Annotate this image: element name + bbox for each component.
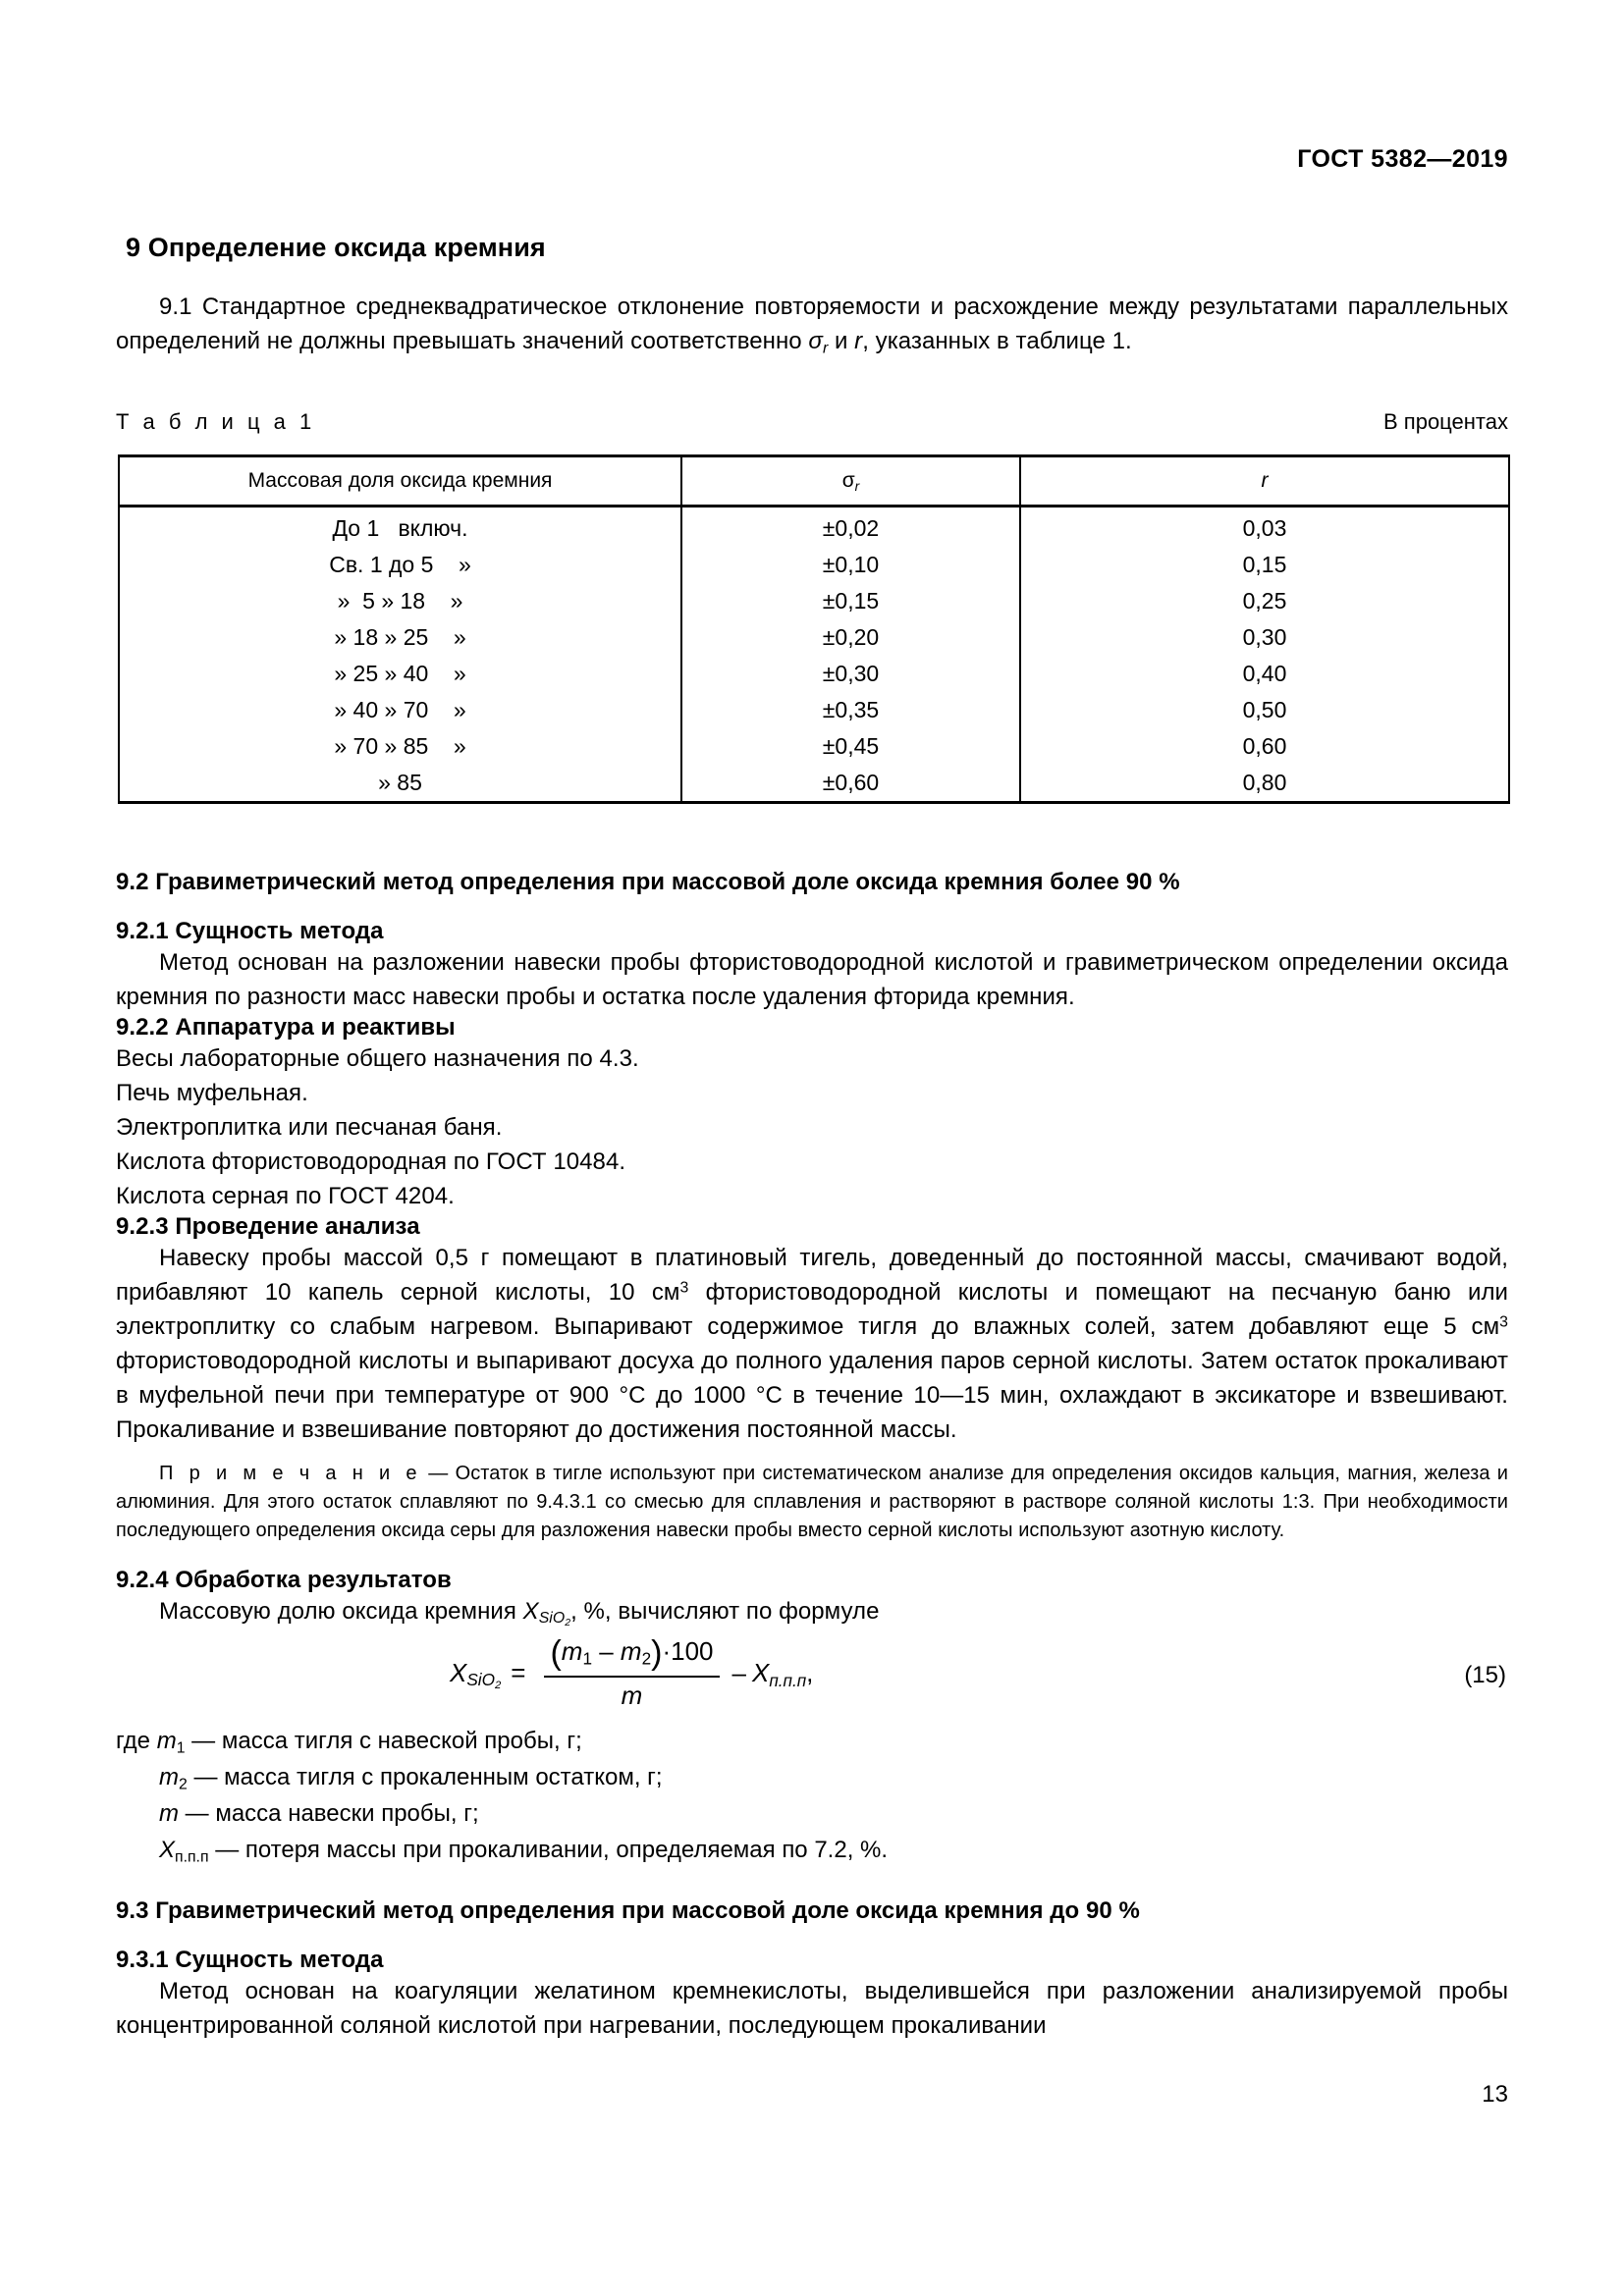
table-row: [119, 583, 1509, 619]
paragraph-9-1: 9.1 Стандартное среднеквадратическое отклонение повторяемости и расхождение между результатами параллельных определений не должны превышать значений соответственно $\sigma_r$ и r, указанных в таблице 1.: [116, 294, 1508, 357]
where-definition-m1: где $m_1$ — масса тигля с навеской пробы, г;: [116, 1728, 582, 1757]
definition-text: — потеря массы при прокаливании, определяемая по 7.2, %.: [208, 1837, 889, 1863]
cell-sigma-r: ±0,10: [681, 547, 1020, 583]
cell-mass-fraction-range: [119, 507, 681, 548]
range-text: » 5 » 18 »: [337, 588, 463, 614]
definition-text: — масса навески пробы, г;: [179, 1800, 479, 1827]
where-label: где: [116, 1728, 157, 1754]
cell-mass-fraction-range: [119, 692, 681, 728]
formula-equals: =: [511, 1657, 526, 1687]
table-row: [119, 765, 1509, 803]
column-header-sigma-r: $\sigma_r$: [681, 456, 1020, 507]
table-1: [118, 454, 1510, 804]
table-row: [119, 619, 1509, 656]
table-caption: Т а б л и ц а 1: [116, 409, 316, 434]
apparatus-item: Электроплитка или песчаная баня.: [116, 1114, 503, 1141]
table-row: [119, 728, 1509, 765]
column-header-r: r: [1020, 456, 1509, 507]
table-1-wrapper: [118, 454, 1508, 804]
table-caption-row: [116, 409, 1508, 435]
formula-minus: –: [731, 1657, 746, 1687]
where-definition-m: m — масса навески пробы, г;: [159, 1800, 479, 1827]
cell-sigma-r: ±0,02: [681, 507, 1020, 548]
lead-text-b: , %, вычисляют по формуле: [570, 1598, 880, 1625]
cell-mass-fraction-range: [119, 583, 681, 619]
apparatus-item: Печь муфельная.: [116, 1080, 308, 1106]
paragraph-9-2-3: [116, 1241, 1508, 1447]
formula-rhs-term: $X_{п.п.п}$: [751, 1657, 807, 1690]
heading-9-2-1: 9.2.1 Сущность метода: [116, 918, 384, 944]
apparatus-item: Весы лабораторные общего назначения по 4.3.: [116, 1045, 639, 1072]
formula-lhs: $X_{SiO_2}$: [450, 1657, 502, 1692]
cell-r: 0,30: [1020, 619, 1509, 656]
range-text: Св. 1 до 5 »: [329, 552, 471, 577]
where-definition-x-ppp: $X_{п.п.п}$ — потеря массы при прокаливании, определяемая по 7.2, %.: [159, 1837, 889, 1866]
apparatus-item: Кислота фтористоводородная по ГОСТ 10484.: [116, 1148, 626, 1175]
page-number: 13: [1482, 2081, 1508, 2108]
cell-mass-fraction-range: [119, 547, 681, 583]
note-text: — Остаток в тигле используют при систематическом анализе для определения оксидов кальция, магния, железа и алюминия. Для этого остаток сплавляют по 9.4.3.1 со смесью для сплавления и растворяют в растворе соляной кислоты 1:3. При необходимости последующего определения оксида серы для разложения навески пробы вместо серной кислоты используют азотную кислоту.: [116, 1463, 1509, 1541]
range-text: » 18 » 25 »: [334, 624, 466, 650]
paragraph-9-2-1: Метод основан на разложении навески пробы фтористоводородной кислотой и гравиметрическом определении оксида кремния по разности масс навески пробы и остатка после удаления фторида кремния.: [116, 949, 1508, 1010]
cell-sigma-r: ±0,35: [681, 692, 1020, 728]
cell-mass-fraction-range: [119, 765, 681, 803]
range-text: » 85: [378, 770, 422, 795]
heading-9-2-4: 9.2.4 Обработка результатов: [116, 1567, 452, 1593]
note-block-9-2-3: [116, 1460, 1508, 1545]
heading-9-2-2: 9.2.2 Аппаратура и реактивы: [116, 1014, 456, 1041]
table-row: [119, 507, 1509, 548]
heading-9-3: 9.3 Гравиметрический метод определения при массовой доле оксида кремния до 90 %: [116, 1897, 1140, 1924]
table-row: [119, 656, 1509, 692]
cell-mass-fraction-range: [119, 656, 681, 692]
heading-9-2-3: 9.2.3 Проведение анализа: [116, 1213, 420, 1240]
formula-15: [450, 1634, 813, 1711]
cell-r: 0,60: [1020, 728, 1509, 765]
table-header-row: [119, 456, 1509, 507]
table-body: [119, 507, 1509, 803]
heading-9-3-1: 9.3.1 Сущность метода: [116, 1947, 384, 1973]
formula-denominator: m: [621, 1681, 643, 1710]
cell-mass-fraction-range: [119, 728, 681, 765]
procedure-text-b: фтористоводородной кислоты и помещают на песчаную баню или электроплитку со слабым нагревом. Выпаривают содержимое тигля до влажных солей, затем добавляют еще 5 см: [116, 1279, 1508, 1340]
superscript-cubic-b: 3: [1499, 1313, 1508, 1331]
apparatus-item: Кислота серная по ГОСТ 4204.: [116, 1183, 455, 1209]
formula-trailing-comma: ,: [806, 1657, 814, 1687]
formula-number-15: (15): [1464, 1662, 1506, 1688]
formula-fraction: [544, 1634, 719, 1711]
cell-sigma-r: ±0,30: [681, 656, 1020, 692]
table-units-label: В процентах: [1383, 409, 1508, 434]
formula-numerator: $(m_1 - m_2)\cdot 100$: [544, 1634, 719, 1678]
range-text: » 70 » 85 »: [334, 733, 466, 759]
table-row: [119, 692, 1509, 728]
cell-sigma-r: ±0,20: [681, 619, 1020, 656]
page-title: 9 Определение оксида кремния: [126, 233, 546, 262]
cell-mass-fraction-range: [119, 619, 681, 656]
cell-r: 0,03: [1020, 507, 1509, 548]
cell-r: 0,80: [1020, 765, 1509, 803]
cell-sigma-r: ±0,45: [681, 728, 1020, 765]
definition-text: — масса тигля с прокаленным остатком, г;: [187, 1764, 663, 1790]
cell-sigma-r: ±0,15: [681, 583, 1020, 619]
definition-text: — масса тигля с навеской пробы, г;: [185, 1728, 582, 1754]
superscript-cubic-a: 3: [679, 1279, 689, 1297]
where-definition-m2: $m_2$ — масса тигля с прокаленным остатком, г;: [159, 1764, 663, 1793]
formula-15-block: [116, 1629, 1508, 1723]
cell-r: 0,50: [1020, 692, 1509, 728]
heading-9-2: 9.2 Гравиметрический метод определения при массовой доле оксида кремния более 90 %: [116, 869, 1180, 895]
variable-x-sio2: $X_{SiO_2}$: [522, 1598, 571, 1629]
paragraph-9-2-4-lead: [116, 1594, 1508, 1629]
range-text: » 25 » 40 »: [334, 661, 466, 686]
cell-r: 0,25: [1020, 583, 1509, 619]
column-header-mass-fraction: Массовая доля оксида кремния: [119, 456, 681, 507]
range-text: До 1 включ.: [332, 515, 468, 541]
procedure-text-c: фтористоводородной кислоты и выпаривают досуха до полного удаления паров серной кислоты. Затем остаток прокаливают в муфельной печи при температуре от 900 °C до 1000 °C в течение 10—15 мин, охлаждают в эксикаторе и взвешивают. Прокаливание и взвешивание повторяют до достижения постоянной массы.: [116, 1348, 1508, 1443]
cell-sigma-r: ±0,60: [681, 765, 1020, 803]
range-text: » 40 » 70 »: [334, 697, 466, 722]
cell-r: 0,15: [1020, 547, 1509, 583]
running-header-standard-number: ГОСТ 5382—2019: [1297, 145, 1508, 173]
note-label: П р и м е ч а н и е: [159, 1463, 422, 1484]
procedure-text-a: Навеску пробы массой 0,5 г помещают в платиновый тигель, доведенный до постоянной массы, смачивают водой, прибавляют 10 капель серной кислоты, 10 см: [116, 1245, 1508, 1306]
lead-text-a: Массовую долю оксида кремния: [159, 1598, 523, 1625]
table-row: [119, 547, 1509, 583]
paragraph-9-3-1: Метод основан на коагуляции желатином кремнекислоты, выделившейся при разложении анализируемой пробы концентрированной соляной кислотой при нагревании, последующем прокаливании: [116, 1978, 1508, 2039]
cell-r: 0,40: [1020, 656, 1509, 692]
